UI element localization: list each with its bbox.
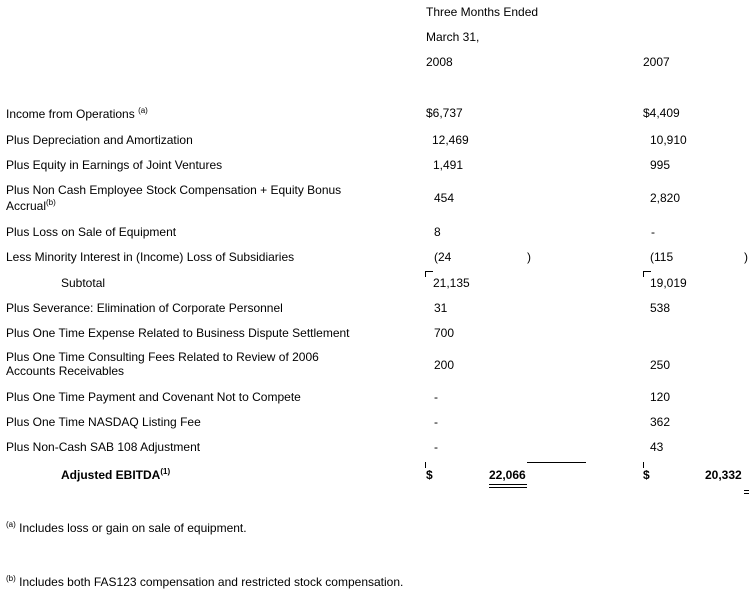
header-date: March 31,	[426, 30, 480, 44]
footnote-ref-a: (a)	[138, 106, 148, 115]
currency-2007: $	[643, 468, 650, 482]
value-2007: 995	[650, 158, 671, 172]
paren-close-2007: )	[744, 250, 748, 264]
subtotal-rule-2007-top	[643, 271, 651, 272]
total-underline-2007	[744, 490, 749, 491]
value-2007: $4,409	[643, 106, 680, 120]
footnote-ref-b: (b)	[46, 198, 56, 207]
row-label-stock-compensation-line2: Accrual$^{(b)}$	[6, 198, 56, 213]
paren-close-2008: )	[527, 250, 531, 264]
total-underline-2008	[489, 484, 527, 485]
value-2008: 21,135	[433, 276, 470, 290]
row-label-nasdaq-fee: Plus One Time NASDAQ Listing Fee	[6, 415, 201, 429]
value-2007: 362	[650, 415, 671, 429]
row-label-consulting-fees: Plus One Time Consulting Fees Related to Review of 2006	[6, 350, 319, 364]
total-double-underline-2007	[744, 493, 749, 494]
footnote-mark-b: (b)	[6, 574, 16, 583]
header-period: Three Months Ended	[426, 5, 539, 19]
value-2007: -	[651, 225, 655, 239]
row-label-dispute-settlement: Plus One Time Expense Related to Business Dispute Settlement	[6, 326, 350, 340]
value-2007: 43	[650, 440, 664, 454]
footnote-b: $^{(b)}$ Includes both FAS123 compensation and restricted stock compensation.	[6, 574, 404, 589]
row-label-loss-on-sale: Plus Loss on Sale of Equipment	[6, 225, 177, 239]
row-label-stock-compensation: Plus Non Cash Employee Stock Compensation + Equity Bonus	[6, 183, 342, 197]
row-label-covenant: Plus One Time Payment and Covenant Not to Compete	[6, 390, 301, 404]
value-2008: -	[434, 390, 438, 404]
footnote-a: $^{(a)}$ Includes loss or gain on sale of equipment.	[6, 520, 247, 535]
value-2008: 200	[434, 358, 455, 372]
value-2008: 700	[434, 326, 455, 340]
currency-2008: $	[426, 468, 433, 482]
value-2007: (115	[650, 250, 674, 264]
row-label-adjusted-ebitda: Adjusted EBITDA$^{(1)}$	[61, 467, 171, 482]
total-double-underline-2008	[489, 487, 527, 488]
value-2007: 250	[650, 358, 671, 372]
total-rule-2008-top	[527, 462, 586, 463]
value-2007: 2,820	[650, 191, 681, 205]
row-label-income-from-operations: Income from Operations $^{(a)}$	[6, 106, 148, 121]
value-2007: 10,910	[650, 133, 687, 147]
value-2008: -	[434, 415, 438, 429]
value-2008: 8	[434, 225, 441, 239]
header-year-2007: 2007	[643, 55, 670, 69]
row-label-consulting-fees-line2: Accounts Receivables	[6, 364, 125, 378]
value-2008: $6,737	[426, 106, 463, 120]
row-label-depreciation: Plus Depreciation and Amortization	[6, 133, 193, 147]
total-value-2008: 22,066	[489, 468, 526, 482]
row-label-severance: Plus Severance: Elimination of Corporate Personnel	[6, 301, 283, 315]
value-2007: 538	[650, 301, 671, 315]
row-label-sab108: Plus Non-Cash SAB 108 Adjustment	[6, 440, 201, 454]
row-label-minority-interest: Less Minority Interest in (Income) Loss of Subsidiaries	[6, 250, 295, 264]
value-2008: 12,469	[432, 133, 469, 147]
subtotal-rule-2008-top	[425, 271, 433, 272]
value-2008: 1,491	[433, 158, 464, 172]
row-label-subtotal: Subtotal	[61, 276, 106, 290]
row-label-equity-earnings: Plus Equity in Earnings of Joint Ventures	[6, 158, 223, 172]
value-2008: -	[434, 440, 438, 454]
value-2008: 454	[434, 191, 455, 205]
footnote-mark-a: (a)	[6, 520, 16, 529]
value-2008: (24	[434, 250, 452, 264]
value-2007: 120	[650, 390, 671, 404]
total-value-2007: 20,332	[705, 468, 742, 482]
value-2008: 31	[434, 301, 448, 315]
footnote-ref-1: (1)	[160, 467, 171, 476]
header-year-2008: 2008	[426, 55, 453, 69]
value-2007: 19,019	[650, 276, 687, 290]
